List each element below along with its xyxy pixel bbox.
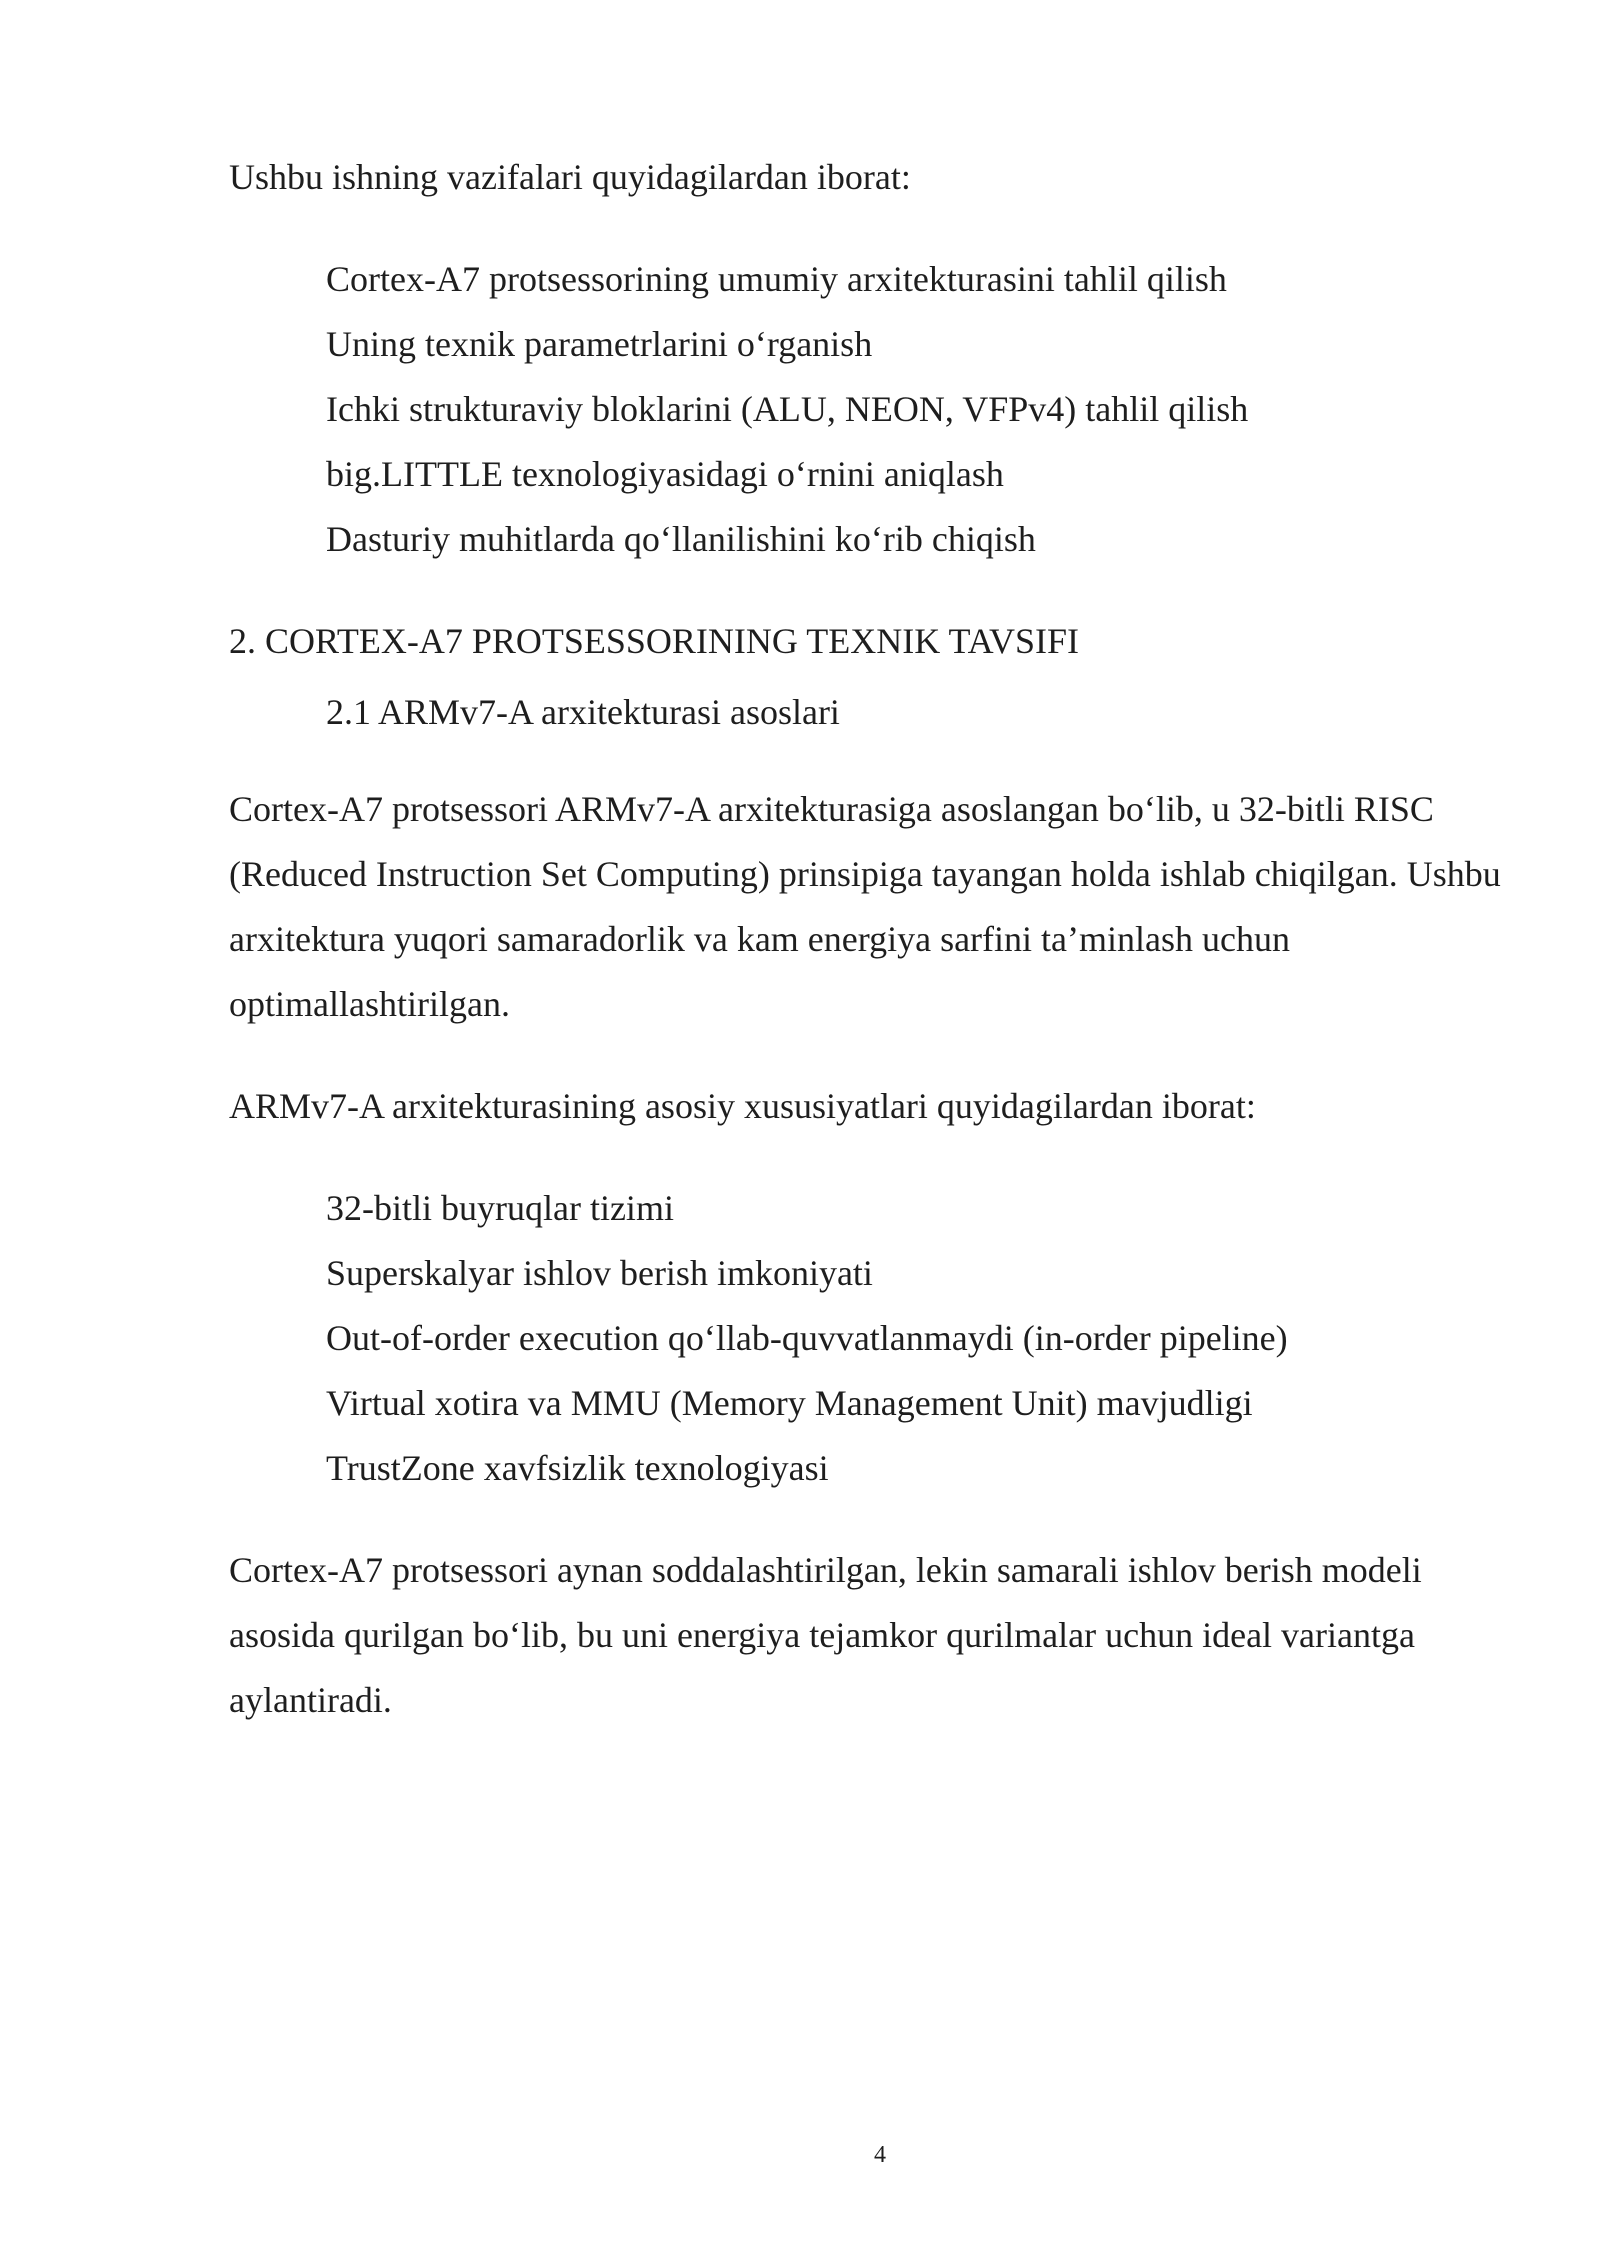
list-item: Out-of-order execution qo‘llab-quvvatlanmaydi (in-order pipeline): [326, 1318, 1288, 1358]
tasks-intro-text: Ushbu ishning vazifalari quyidagilardan iborat:: [229, 157, 911, 197]
features-list: [229, 1176, 1519, 1501]
list-item: big.LITTLE texnologiyasidagi o‘rnini aniqlash: [326, 454, 1004, 494]
body-paragraph: Cortex-A7 protsessori ARMv7-A arxitekturasiga asoslangan bo‘lib, u 32-bitli RISC (Reduced Instruction Set Computing) prinsipiga tayangan holda ishlab chiqilgan. Ushbu arxitektura yuqori samaradorlik va kam energiya sarfini ta’minlash uchun optimallashtirilgan.: [229, 789, 1501, 1024]
body-paragraph: Cortex-A7 protsessori aynan soddalashtirilgan, lekin samarali ishlov berish modeli asosida qurilgan bo‘lib, bu uni energiya tejamkor qurilmalar uchun ideal variantga aylantiradi.: [229, 1550, 1422, 1720]
list-item: Uning texnik parametrlarini o‘rganish: [326, 324, 873, 364]
list-item: Ichki strukturaviy bloklarini (ALU, NEON, VFPv4) tahlil qilish: [326, 389, 1249, 429]
features-intro-text: ARMv7-A arxitekturasining asosiy xususiyatlari quyidagilardan iborat:: [229, 1086, 1256, 1126]
list-item: Virtual xotira va MMU (Memory Management Unit) mavjudligi: [326, 1383, 1253, 1423]
list-item: Superskalyar ishlov berish imkoniyati: [326, 1253, 873, 1293]
list-item: 32-bitli buyruqlar tizimi: [326, 1188, 674, 1228]
page-number: 4: [874, 2142, 886, 2168]
section-heading: 2. CORTEX-A7 PROTSESSORINING TEXNIK TAVSIFI: [229, 621, 1080, 661]
subsection-heading: 2.1 ARMv7-A arxitekturasi asoslari: [326, 692, 840, 732]
tasks-list: [229, 247, 1519, 572]
list-item: Cortex-A7 protsessorining umumiy arxitekturasini tahlil qilish: [326, 259, 1227, 299]
page-content: [229, 145, 1519, 1770]
list-item: Dasturiy muhitlarda qo‘llanilishini ko‘rib chiqish: [326, 519, 1036, 559]
list-item: TrustZone xavfsizlik texnologiyasi: [326, 1448, 829, 1488]
